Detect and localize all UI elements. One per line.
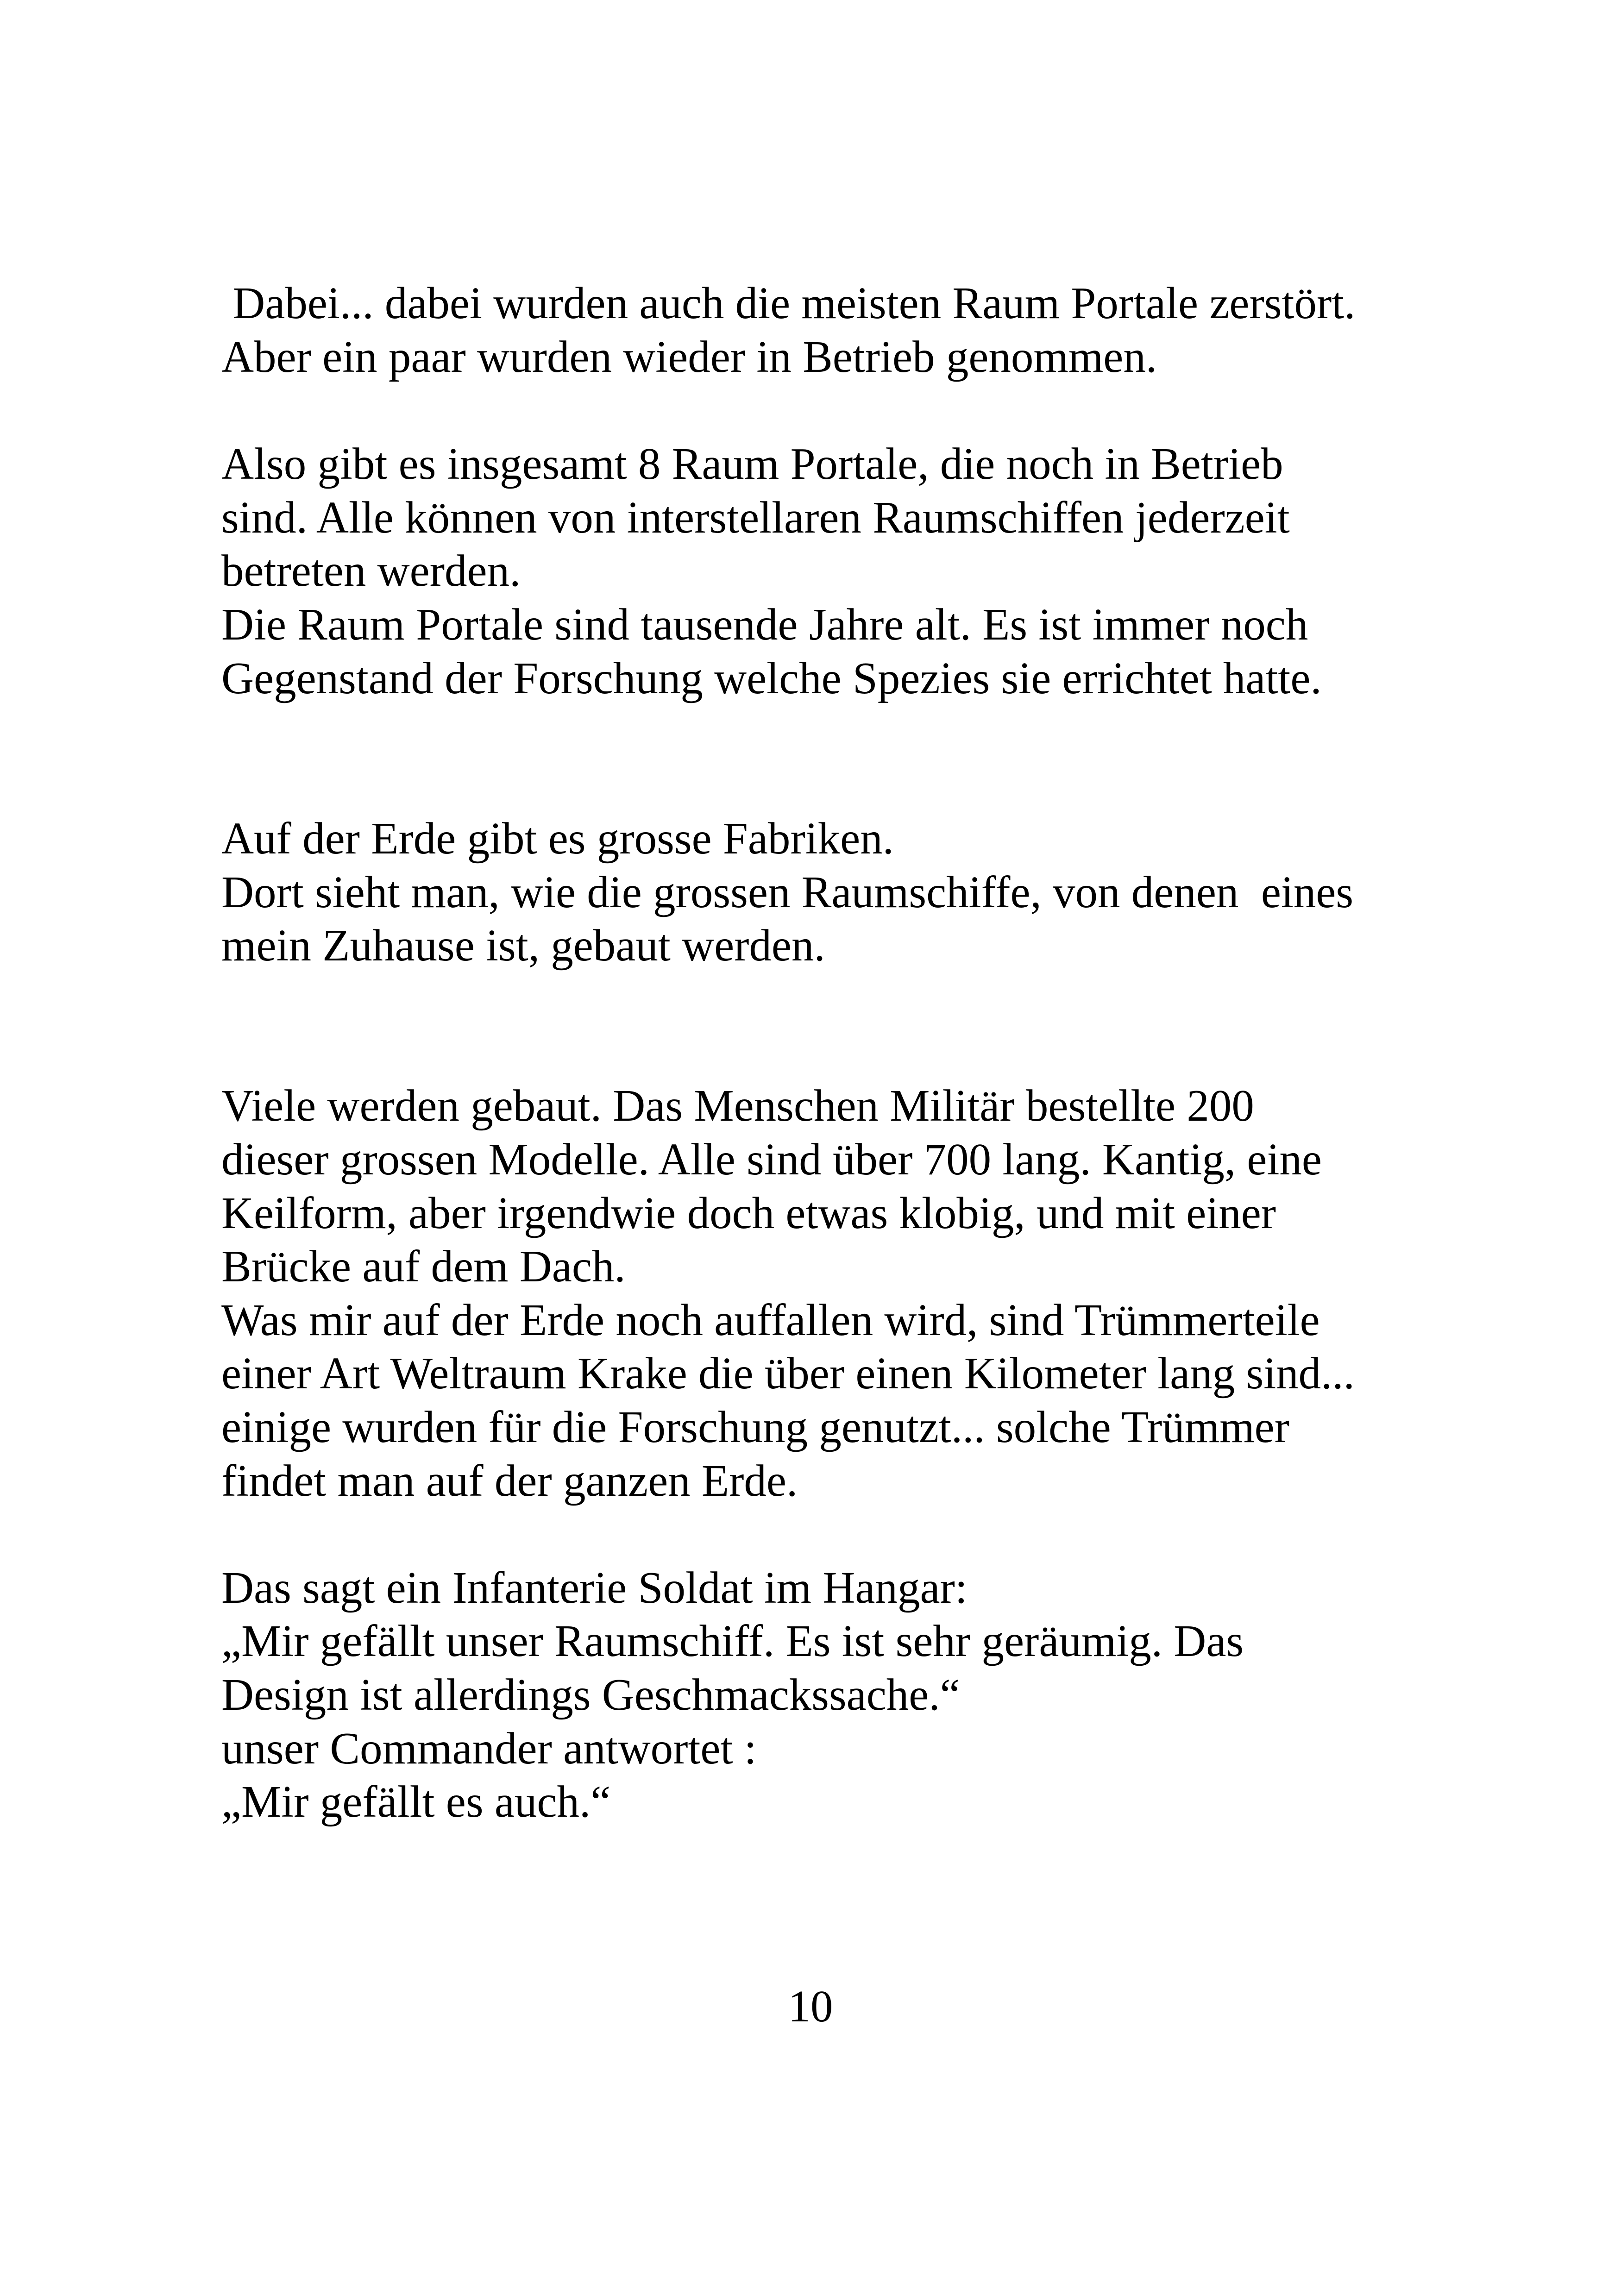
paragraph-2-line-2: sind. Alle können von interstellaren Raumschiffen jederzeit [221,493,1290,542]
paragraph-5-line-1: Das sagt ein Infanterie Soldat im Hangar: [221,1563,968,1612]
paragraph-4-line-8: findet man auf der ganzen Erde. [221,1456,798,1506]
paragraph-3-line-1: Auf der Erde gibt es grosse Fabriken. [221,814,894,863]
paragraph-3-line-3: mein Zuhause ist, gebaut werden. [221,921,825,970]
paragraph-2-line-3: betreten werden. [221,546,521,596]
paragraph-5-line-3: Design ist allerdings Geschmackssache.“ [221,1670,960,1719]
paragraph-4-line-5: Was mir auf der Erde noch auffallen wird, sind Trümmerteile [221,1295,1320,1345]
paragraph-5-line-5: „Mir gefällt es auch.“ [221,1777,611,1826]
paragraph-2-line-5: Gegenstand der Forschung welche Spezies sie errichtet hatte. [221,653,1322,703]
paragraph-4-line-3: Keilform, aber irgendwie doch etwas klobig, und mit einer [221,1188,1276,1238]
paragraph-4-line-2: dieser grossen Modelle. Alle sind über 700 lang. Kantig, eine [221,1135,1322,1184]
paragraph-4-line-7: einige wurden für die Forschung genutzt... solche Trümmer [221,1402,1290,1452]
page-number: 10 [788,1982,833,2031]
paragraph-3-line-2: Dort sieht man, wie die grossen Raumschiffe, von denen eines [221,867,1354,917]
paragraph-1-line-1: Dabei... dabei wurden auch die meisten Raum Portale zerstört. [221,278,1356,328]
paragraph-5-line-4: unser Commander antwortet : [221,1724,757,1773]
paragraph-4-line-4: Brücke auf dem Dach. [221,1242,626,1291]
paragraph-4-line-1: Viele werden gebaut. Das Menschen Militär bestellte 200 [221,1081,1254,1130]
paragraph-1-line-2: Aber ein paar wurden wieder in Betrieb genommen. [221,332,1157,382]
paragraph-5-line-2: „Mir gefällt unser Raumschiff. Es ist sehr geräumig. Das [221,1616,1244,1666]
paragraph-2-line-1: Also gibt es insgesamt 8 Raum Portale, die noch in Betrieb [221,439,1283,489]
paragraph-4-line-6: einer Art Weltraum Krake die über einen Kilometer lang sind... [221,1349,1355,1398]
paragraph-2-line-4: Die Raum Portale sind tausende Jahre alt. Es ist immer noch [221,600,1308,649]
